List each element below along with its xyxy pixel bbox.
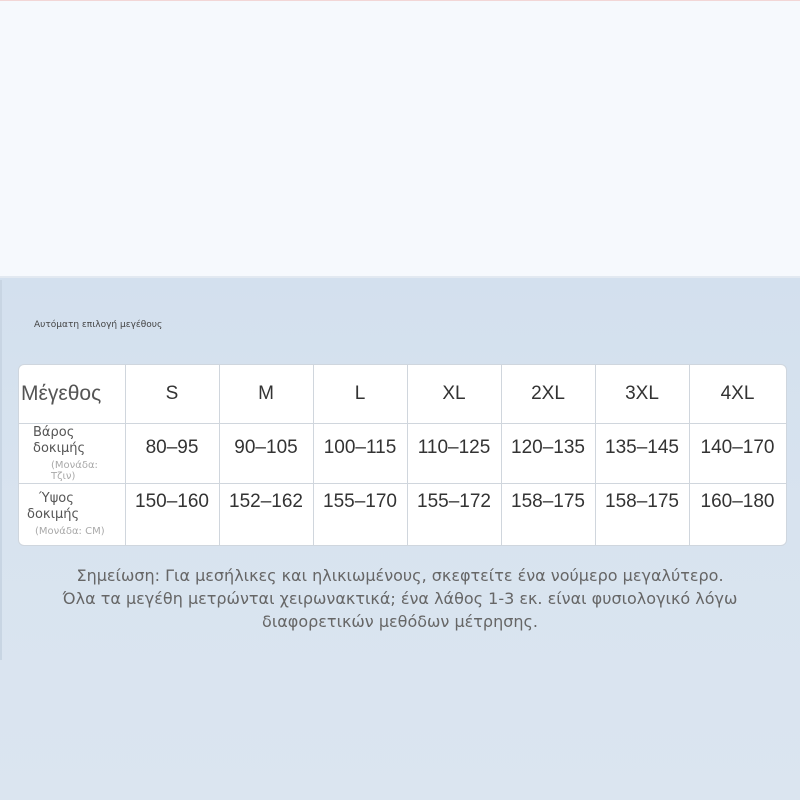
weight-cell-l: 100–115 — [323, 437, 397, 458]
height-label-line1: Ύψος — [39, 491, 74, 506]
height-cell-s: 150–160 — [135, 491, 209, 512]
weight-cell-4xl: 140–170 — [700, 437, 775, 458]
weight-label-line2: δοκιμής — [33, 440, 86, 456]
height-cell-4xl: 160–180 — [700, 491, 775, 512]
column-divider — [313, 365, 314, 545]
note-line-3: διαφορετικών μεθόδων μέτρησης. — [262, 612, 538, 631]
size-header-4xl: 4XL — [720, 383, 755, 404]
weight-row-label — [19, 423, 125, 483]
height-cell-3xl: 158–175 — [605, 491, 679, 512]
column-divider — [407, 365, 408, 545]
weight-cell-xl: 110–125 — [417, 437, 491, 458]
size-table — [18, 364, 787, 546]
weight-cell-s: 80–95 — [145, 437, 199, 458]
height-cell-2xl: 158–175 — [511, 491, 585, 512]
height-cell-l: 155–170 — [323, 491, 397, 512]
size-header-m: M — [258, 383, 274, 404]
weight-cell-m: 90–105 — [234, 437, 298, 458]
row-divider — [19, 423, 786, 424]
row-divider — [19, 483, 786, 484]
caption: Αυτόματη επιλογή μεγέθους — [34, 320, 163, 330]
weight-cell-2xl: 120–135 — [511, 437, 585, 458]
column-divider — [125, 365, 126, 545]
size-header-3xl: 3XL — [625, 383, 659, 404]
column-divider — [595, 365, 596, 545]
height-unit: (Μονάδα: CM) — [35, 526, 105, 537]
measurement-note — [0, 564, 800, 633]
column-divider — [689, 365, 690, 545]
height-cell-xl: 155–172 — [417, 491, 491, 512]
column-divider — [219, 365, 220, 545]
weight-unit: (Μονάδα: Τζιν) — [51, 459, 98, 482]
size-header-2xl: 2XL — [531, 383, 565, 404]
height-label-line2: δοκιμής — [27, 507, 80, 522]
height-cell-m: 152–162 — [229, 491, 303, 512]
size-header-label: Μέγεθος — [21, 382, 102, 405]
size-header-s: S — [165, 383, 179, 404]
column-divider — [501, 365, 502, 545]
weight-label-line1: Βάρος — [33, 424, 75, 440]
size-header-l: L — [354, 383, 366, 404]
size-chart-panel — [0, 276, 800, 800]
height-row-label — [19, 483, 125, 545]
weight-cell-3xl: 135–145 — [605, 437, 679, 458]
note-line-1: Σημείωση: Για μεσήλικες και ηλικιωμένους, σκεφτείτε ένα νούμερο μεγαλύτερο. — [76, 566, 724, 585]
size-header-xl: XL — [442, 383, 466, 404]
blank-top-area — [0, 0, 800, 276]
note-line-2: Όλα τα μεγέθη μετρώνται χειρωνακτικά; ένα λάθος 1-3 εκ. είναι φυσιολογικό λόγω — [62, 589, 738, 608]
top-border — [0, 0, 800, 1]
